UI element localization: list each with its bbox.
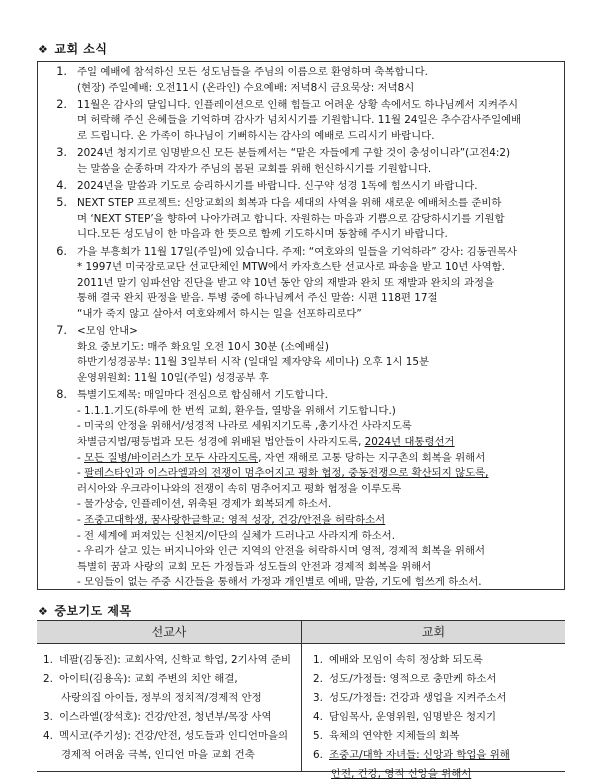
prayer-number: 3. — [43, 711, 53, 723]
news-section-title — [38, 40, 107, 57]
news-item-body — [77, 98, 556, 145]
prayer-line — [313, 651, 561, 670]
news-item-line: “내가 죽지 않고 살아서 여호와께서 하시는 일을 선포하리로다” — [77, 307, 362, 320]
news-item-line: * 1997년 미국장로교단 선교단체인 MTW에서 카자흐스탄 선교사로 파송을 받고 10년 사역함. — [77, 261, 505, 274]
prayer-line — [43, 727, 297, 746]
news-item-line: 로 드립니다. 온 가족이 하나님이 기뻐하시는 감사의 예배로 드리시기 바랍니다. — [77, 129, 435, 142]
news-item-line: 운영위원회: 11월 10일(주일) 성경공부 후 — [77, 371, 269, 384]
underlined-text: 모든 질병/바이러스가 모두 사라지도록 — [84, 451, 259, 464]
news-item-line: 특별히 꿈과 사랑의 교회 모든 가정들과 성도들의 안전과 경제적 회복을 위해서 — [77, 560, 432, 573]
news-item-body — [77, 196, 556, 243]
prayer-line — [313, 746, 561, 765]
news-item-line: - 전 세계에 퍼져있는 신천지/이단의 실체가 드러나고 사라지게 하소서. — [77, 529, 396, 542]
news-item-number: 1. — [56, 65, 67, 78]
news-item — [51, 388, 556, 591]
prayer-line — [43, 670, 297, 689]
news-item-line: <모임 안내> — [77, 325, 138, 338]
news-item-line: 니다.모든 성도님이 한 마음과 한 뜻으로 함께 기도하시며 동참해 주시기 바랍니다. — [77, 228, 448, 241]
news-item-line: - 조중고대학생, 꿈사랑한글학교: 영적 성장, 건강/안전을 허락하소서 — [77, 513, 386, 526]
news-box — [37, 61, 565, 590]
news-item-line: - 모든 질병/바이러스가 모두 사라지도록, 자연 재해로 고통 당하는 지구촌의 회복을 위해서 — [77, 451, 486, 464]
prayer-number: 2. — [313, 673, 323, 685]
news-item-body — [77, 146, 556, 177]
underlined-text: 조중고대학생, 꿈사랑한글학교: 영적 성장, 건강/안전을 허락하소서 — [84, 513, 386, 526]
news-item-line: - 물가상승, 인플레이션, 위축된 경제가 회복되게 하소서. — [77, 498, 332, 511]
news-item — [51, 245, 556, 323]
prayer-number: 1. — [313, 654, 323, 666]
prayer-text: 담임목사, 운영위원, 임명받은 청지기 — [329, 711, 497, 723]
prayer-text: 예배와 모임이 속히 정상화 되도록 — [329, 654, 483, 666]
news-item-line: 특별기도제목: 매일마다 전심으로 합심해서 기도합니다. — [77, 389, 328, 402]
news-item-body — [77, 179, 556, 195]
prayer-table — [37, 620, 565, 780]
news-item — [51, 179, 556, 195]
news-item-number: 2. — [56, 97, 67, 111]
news-item-line: - 1.1.1.기도(하루에 한 번씩 교회, 환우들, 열방을 위해서 기도합니다.) — [77, 404, 396, 417]
missionary-prayer-list — [43, 651, 297, 765]
prayer-line — [313, 708, 561, 727]
news-item — [51, 65, 556, 96]
underlined-text: 팔레스타인과 이스라엘과의 전쟁이 멈추어지고 평화 협정, 중동전쟁으로 확산되지 않도록, — [84, 467, 489, 480]
news-item — [51, 324, 556, 386]
news-item-body — [77, 324, 556, 386]
prayer-line — [43, 651, 297, 670]
prayer-number: 2. — [43, 673, 53, 685]
prayer-title-text: 중보기도 제목 — [54, 604, 132, 618]
prayer-line — [43, 689, 297, 708]
prayer-number: 3. — [313, 692, 323, 704]
prayer-number: 5. — [313, 730, 323, 742]
news-item-line: 2024년을 말씀과 기도로 승리하시기를 바랍니다. 신구약 성경 1독에 힘쓰시기 바랍니다. — [77, 180, 478, 192]
prayer-text: 사랑의집 아이들, 정부의 정치적/경제적 안정 — [61, 692, 262, 704]
prayer-line — [43, 746, 297, 765]
missionary-column-header: 선교사 — [37, 621, 301, 644]
prayer-number: 4. — [313, 711, 323, 723]
prayer-text: 네팔(김동진): 교회사역, 신학교 학업, 2기사역 준비 — [59, 654, 292, 666]
prayer-text: 멕시코(주기성): 건강/안전, 성도들과 인디언마을의 — [59, 730, 289, 742]
news-item-number: 5. — [56, 196, 67, 210]
news-item-line: 2024년 청지기로 임명받으신 모든 분들께서는 “맡은 자들에게 구할 것이 충성이니라”(고전4:2) — [77, 147, 511, 160]
news-item-line: 러시아와 우크라이나와의 전쟁이 속히 멈추어지고 평화 협정을 이루도록 — [77, 482, 402, 495]
news-item-body — [77, 388, 556, 591]
news-item-line: 차별금지법/평등법과 모든 성경에 위배된 법안들이 사라지도록, 2024년 대통령선거 — [77, 435, 455, 448]
news-item-body — [77, 65, 556, 96]
church-column-header: 교회 — [302, 621, 565, 644]
news-item-line: 며 ‘NEXT STEP’을 향하여 나아가려고 합니다. 자원하는 마음과 기쁨으로 감당하시기를 기원합 — [77, 212, 505, 225]
news-item-line: 11월은 감사의 달입니다. 인플레이션으로 인해 힘들고 어려운 상황 속에서도 하나님께서 지켜주시 — [77, 98, 519, 111]
church-prayer-list — [313, 651, 561, 784]
prayer-number: 6. — [313, 749, 323, 761]
prayer-section-title — [38, 602, 132, 619]
news-item — [51, 146, 556, 177]
prayer-text: 조중고/대학 자녀들: 신앙과 학업을 위해 — [329, 749, 510, 761]
news-item-line: NEXT STEP 프로젝트: 신앙교회의 회복과 다음 세대의 사역을 위해 새로운 예배처소를 준비하 — [77, 197, 502, 210]
column-divider — [301, 621, 302, 771]
prayer-number: 1. — [43, 654, 53, 666]
news-item — [51, 98, 556, 145]
news-item-number: 4. — [56, 179, 67, 192]
news-item-number: 7. — [56, 324, 67, 338]
news-item-line: - 미국의 안정을 위해서/성경적 나라로 세워지기도록 ,총기사건 사라지도록 — [77, 420, 412, 433]
underlined-text: 2024년 대통령선거 — [364, 435, 455, 448]
news-item — [51, 196, 556, 243]
news-item-line: - 팔레스타인과 이스라엘과의 전쟁이 멈추어지고 평화 협정, 중동전쟁으로 확산되지 않도록, — [77, 467, 489, 480]
news-item-number: 8. — [56, 388, 67, 402]
news-item-line: (현장) 주일예배: 오전11시 (온라인) 수요예배: 저녁8시 금요묵상: 저녁8시 — [77, 81, 415, 94]
diamond-bullet-icon: ❖ — [38, 605, 49, 618]
prayer-text: 아이티(김용옥): 교회 주변의 치안 해결, — [59, 673, 238, 685]
prayer-line — [43, 708, 297, 727]
prayer-text: 성도/가정들: 건강과 생업을 지켜주소서 — [329, 692, 507, 704]
prayer-line — [313, 689, 561, 708]
news-item-line: 는 말씀을 순종하며 각자가 주님의 몸된 교회를 위해 헌신하시기를 기원합니다. — [77, 162, 432, 175]
news-item-line: 며 허락해 주신 은혜들을 기억하며 감사가 넘치시기를 기원합니다. 11월 24일은 추수감사주일예배 — [77, 114, 522, 127]
prayer-text: 성도/가정들: 영적으로 충만케 하소서 — [329, 673, 497, 685]
news-item-line: 가을 부흥회가 11월 17일(주일)에 있습니다. 주제: “여호와의 일들을 기억하라” 강사: 김동권목사 — [77, 245, 517, 258]
prayer-line — [313, 670, 561, 689]
prayer-line — [313, 727, 561, 746]
diamond-bullet-icon: ❖ — [38, 43, 49, 56]
news-item-line: 통해 결국 완치 판정을 받음. 투병 중에 하나님께서 주신 말씀: 시편 118편 17절 — [77, 292, 438, 305]
news-item-line: - 우리가 살고 있는 버지니아와 인근 지역의 안전을 허락하시며 영적, 경제적 회복을 위해서 — [77, 545, 486, 558]
news-title-text: 교회 소식 — [54, 42, 108, 56]
prayer-text: 이스라엘(장석호): 건강/안전, 청년부/목장 사역 — [59, 711, 272, 723]
news-item-number: 3. — [56, 146, 67, 160]
news-item-number: 6. — [56, 244, 67, 258]
news-item-line: 주일 예배에 참석하신 모든 성도님들을 주님의 이름으로 환영하며 축복합니다. — [77, 66, 428, 78]
prayer-number: 4. — [43, 730, 53, 742]
news-item-line: 하반기성경공부: 11월 3일부터 시작 (일대일 제자양육 세미나) 오후 1시 15분 — [77, 356, 430, 369]
prayer-text: 육체의 연약한 지체들의 회복 — [329, 730, 460, 742]
prayer-text: 안전, 건강, 영적 신앙을 위해서 — [331, 768, 472, 780]
news-item-body — [77, 245, 556, 323]
news-item-line: 화요 중보기도: 매주 화요일 오전 10시 30분 (소예배실) — [77, 340, 329, 353]
prayer-text: 경제적 어려움 극복, 인디언 마을 교회 건축 — [61, 749, 255, 761]
news-item-line: 2011년 말기 임파선암 진단을 받고 약 10년 동안 암의 재발과 완치 또 재발과 완치의 과정을 — [77, 276, 495, 289]
news-item-line: - 모임들이 없는 주중 시간들을 통해서 가정과 개인별로 예배, 말씀, 기도에 힘쓰게 하소서. — [77, 576, 482, 589]
